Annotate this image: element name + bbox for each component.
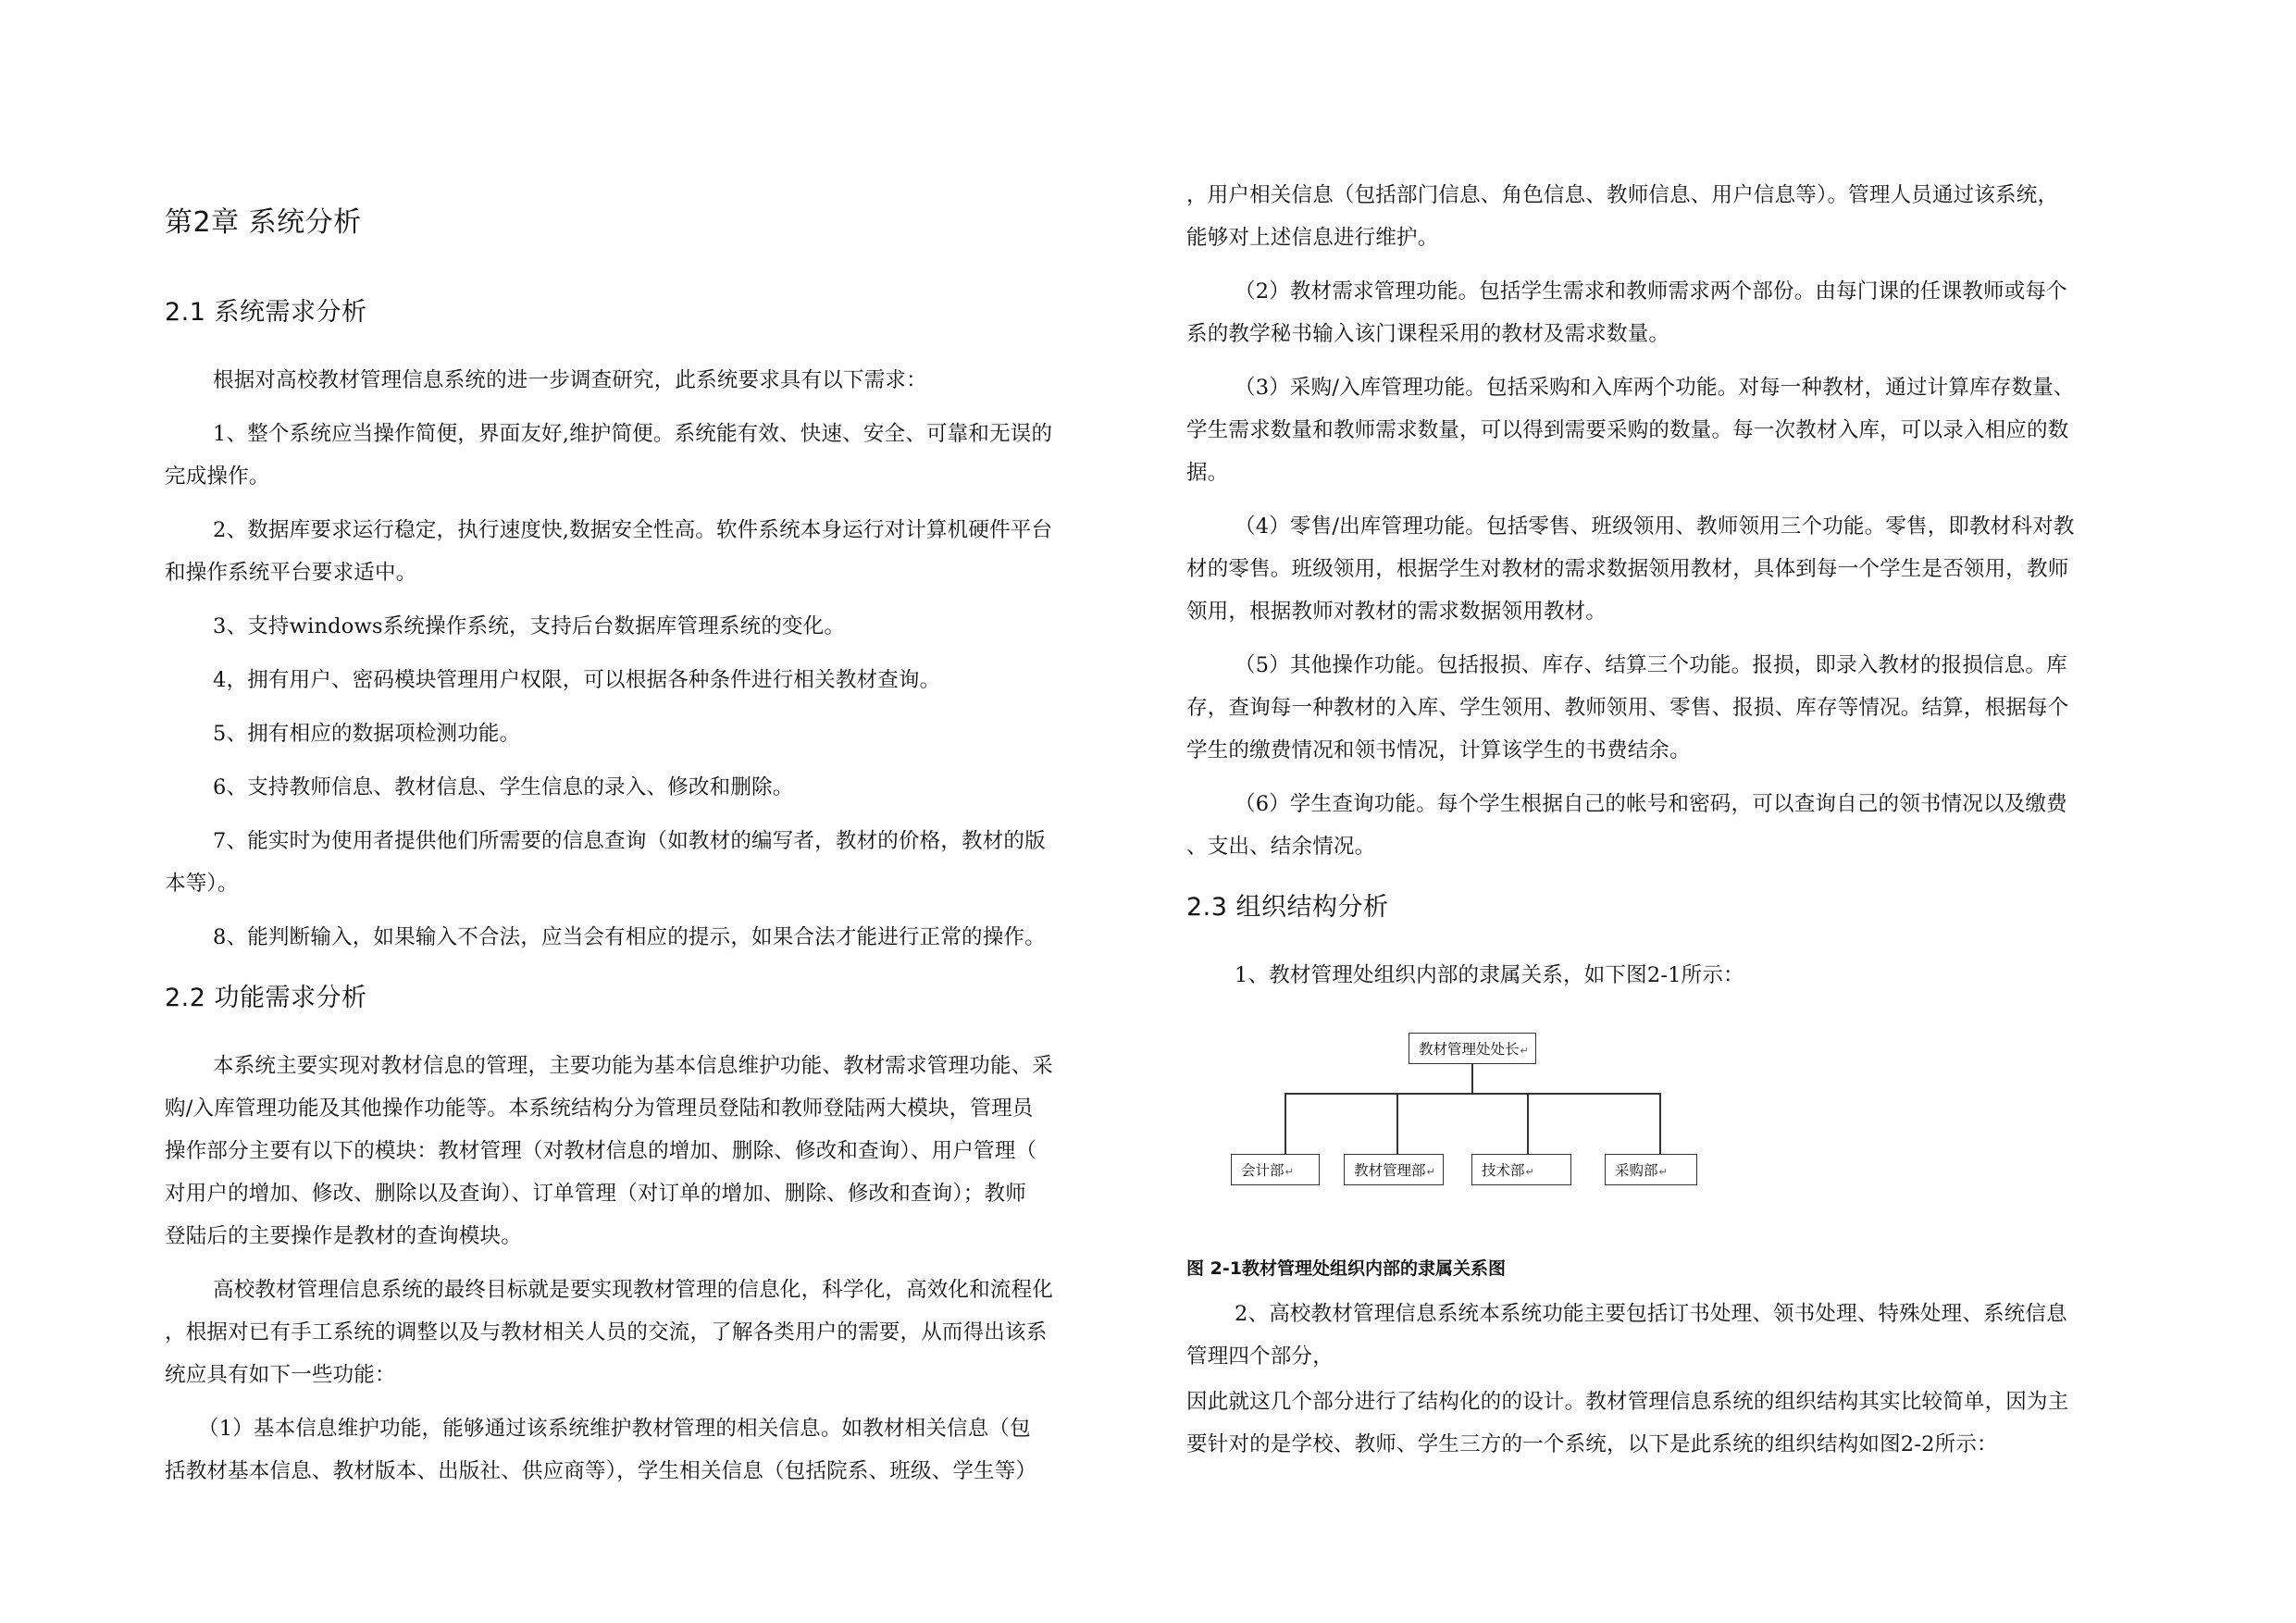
- org-connector-horizontal: [1285, 1093, 1660, 1095]
- paragraph-line: 因此就这几个部分进行了结构化的的设计。教材管理信息系统的组织结构其实比较简单，因为主: [1186, 1390, 2069, 1414]
- paragraph-line: （4）零售/出库管理功能。包括零售、班级领用、教师领用三个功能。零售，即教材科对教: [1235, 514, 2075, 539]
- org-child-box: [1605, 1154, 1697, 1185]
- paragraph-line: 学生的缴费情况和领书情况，计算该学生的书费结余。: [1186, 738, 1691, 762]
- paragraph-line: 存，查询每一种教材的入库、学生领用、教师领用、零售、报损、库存等情况。结算，根据每个: [1186, 696, 2069, 720]
- org-root-box: [1409, 1033, 1536, 1064]
- paragraph-line: （6）学生查询功能。每个学生根据自己的帐号和密码，可以查询自己的领书情况以及缴费: [1235, 792, 2067, 816]
- paragraph-line: （1）基本信息维护功能，能够通过该系统维护教材管理的相关信息。如教材相关信息（包: [198, 1417, 1031, 1441]
- paragraph-line: 领用，根据教师对教材的需求数据领用教材。: [1186, 600, 1607, 624]
- paragraph-line: 8、能判断输入，如果输入不合法，应当会有相应的提示，如果合法才能进行正常的操作。: [213, 925, 1046, 949]
- return-mark-icon: ↵: [1525, 1166, 1534, 1178]
- org-root-label: 教材管理处处长: [1419, 1041, 1520, 1058]
- paragraph-line: 2、数据库要求运行稳定，执行速度快,数据安全性高。软件系统本身运行对计算机硬件平台: [213, 518, 1053, 542]
- return-mark-icon: ↵: [1426, 1166, 1435, 1178]
- paragraph-line: 能够对上述信息进行维护。: [1186, 226, 1439, 250]
- chapter-title: 第2章 系统分析: [165, 206, 362, 239]
- paragraph-line: 6、支持教师信息、教材信息、学生信息的录入、修改和删除。: [213, 775, 794, 799]
- org-connector-root: [1471, 1064, 1473, 1094]
- paragraph-line: 括教材基本信息、教材版本、出版社、供应商等），学生相关信息（包括院系、班级、学生等）: [165, 1459, 1037, 1483]
- paragraph-line: 7、能实时为使用者提供他们所需要的信息查询（如教材的编写者，教材的价格，教材的版: [213, 829, 1046, 853]
- paragraph-line: ，用户相关信息（包括部门信息、角色信息、教师信息、用户信息等）。管理人员通过该系统，: [1186, 183, 2059, 207]
- org-connector-child: [1659, 1093, 1661, 1155]
- paragraph-line: （3）采购/入库管理功能。包括采购和入库两个功能。对每一种教材，通过计算库存数量、: [1235, 376, 2075, 400]
- return-mark-icon: ↵: [1658, 1166, 1668, 1178]
- org-connector-child: [1285, 1093, 1286, 1155]
- org-child-label: 教材管理部: [1354, 1162, 1426, 1179]
- paragraph-line: 4，拥有用户、密码模块管理用户权限，可以根据各种条件进行相关教材查询。: [213, 668, 941, 692]
- section-2-3-title: 2.3 组织结构分析: [1186, 893, 1389, 922]
- org-connector-child: [1396, 1093, 1398, 1155]
- paragraph-line: 学生需求数量和教师需求数量，可以得到需要采购的数量。每一次教材入库，可以录入相应的数: [1186, 418, 2069, 442]
- paragraph-line: 根据对高校教材管理信息系统的进一步调查研究，此系统要求具有以下需求：: [213, 368, 927, 392]
- paragraph-line: 登陆后的主要操作是教材的查询模块。: [165, 1224, 522, 1248]
- org-child-box: [1344, 1154, 1444, 1185]
- paragraph-line: 高校教材管理信息系统的最终目标就是要实现教材管理的信息化，科学化，高效化和流程化: [213, 1278, 1054, 1302]
- section-2-1-title: 2.1 系统需求分析: [165, 298, 367, 327]
- paragraph-line: 本系统主要实现对教材信息的管理，主要功能为基本信息维护功能、教材需求管理功能、采: [213, 1054, 1054, 1078]
- paragraph-line: 购/入库管理功能及其他操作功能等。本系统结构分为管理员登陆和教师登陆两大模块，管理员: [165, 1096, 1034, 1121]
- paragraph-line: 1、教材管理处组织内部的隶属关系，如下图2-1所示：: [1235, 963, 1744, 987]
- paragraph-line: 要针对的是学校、教师、学生三方的一个系统，以下是此系统的组织结构如图2-2所示：: [1186, 1432, 1998, 1456]
- section-2-2-title: 2.2 功能需求分析: [165, 984, 367, 1012]
- org-child-label: 技术部: [1482, 1162, 1525, 1179]
- return-mark-icon: ↵: [1520, 1045, 1529, 1057]
- org-child-label: 会计部: [1241, 1162, 1285, 1179]
- paragraph-line: （2）教材需求管理功能。包括学生需求和教师需求两个部份。由每门课的任课教师或每个: [1235, 279, 2067, 304]
- paragraph-line: 对用户的增加、修改、删除以及查询）、订单管理（对订单的增加、删除、修改和查询）；教师: [165, 1182, 1026, 1206]
- org-child-label: 采购部: [1615, 1162, 1658, 1179]
- paragraph-line: 操作部分主要有以下的模块：教材管理（对教材信息的增加、删除、修改和查询）、用户管理（: [165, 1139, 1037, 1163]
- org-child-box: [1231, 1154, 1320, 1185]
- paragraph-line: 2、高校教材管理信息系统本系统功能主要包括订书处理、领书处理、特殊处理、系统信息: [1235, 1302, 2067, 1326]
- org-child-box: [1471, 1154, 1571, 1185]
- paragraph-line: 和操作系统平台要求适中。: [165, 561, 417, 585]
- paragraph-line: 完成操作。: [165, 465, 270, 489]
- return-mark-icon: ↵: [1285, 1166, 1294, 1178]
- paragraph-line: 管理四个部分，: [1186, 1344, 1334, 1369]
- paragraph-line: 本等）。: [165, 872, 239, 896]
- paragraph-line: 系的教学秘书输入该门课程采用的教材及需求数量。: [1186, 322, 1670, 346]
- org-connector-child: [1527, 1093, 1529, 1155]
- figure-caption: 图 2-1教材管理处组织内部的隶属关系图: [1186, 1258, 1506, 1279]
- paragraph-line: 3、支持windows系统操作系统，支持后台数据库管理系统的变化。: [213, 614, 846, 638]
- paragraph-line: 1、整个系统应当操作简便，界面友好,维护简便。系统能有效、快速、安全、可靠和无误的: [213, 422, 1053, 446]
- paragraph-line: 、支出、结余情况。: [1186, 835, 1376, 859]
- paragraph-line: 据。: [1186, 461, 1229, 485]
- paragraph-line: ，根据对已有手工系统的调整以及与教材相关人员的交流，了解各类用户的需要，从而得出该系: [165, 1320, 1048, 1344]
- paragraph-line: 5、拥有相应的数据项检测功能。: [213, 722, 521, 746]
- paragraph-line: 统应具有如下一些功能：: [165, 1363, 396, 1387]
- paragraph-line: 材的零售。班级领用，根据学生对教材的需求数据领用教材，具体到每一个学生是否领用，教师: [1186, 557, 2069, 581]
- paragraph-line: （5）其他操作功能。包括报损、库存、结算三个功能。报损，即录入教材的报损信息。库: [1235, 653, 2067, 677]
